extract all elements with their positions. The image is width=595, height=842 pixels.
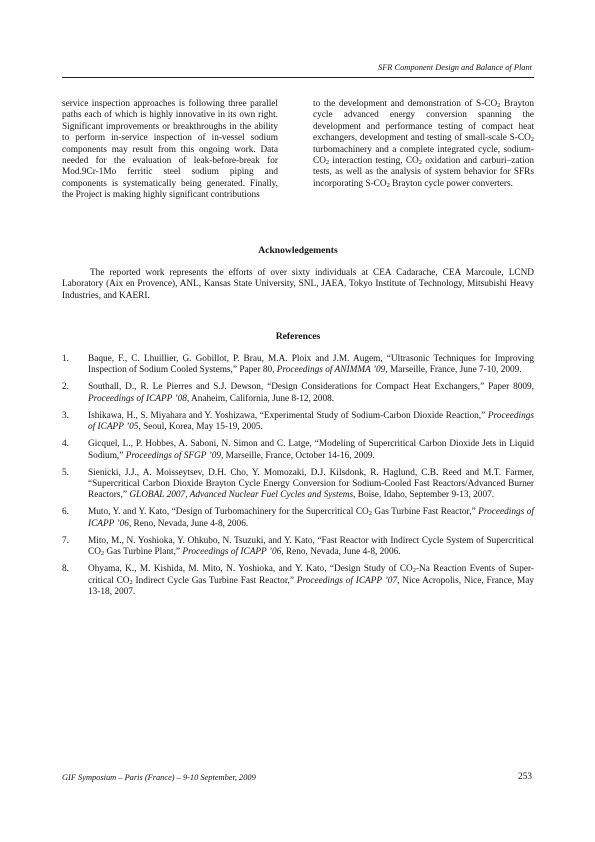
reference-tail: , Reno, Nevada, June 4-8, 2006. [128,518,249,529]
text-fragment: to the development and demonstration of S-CO [313,99,498,109]
subscript: 2 [100,550,105,558]
header-rule [62,77,534,78]
reference-source: Proceedings of ICAPP ’07, [296,575,400,586]
subscript: 2 [497,102,501,109]
reference-source: Proceedings of SFGP ’09, [125,450,224,461]
reference-text: Baque, F., C. Lhuillier, G. Gobillot, P. Brau, M.A. Ploix and J.M. Augem, “Ultrasonic Techniques for Improving Inspection of Sodium Cooled Systems,” Paper 80, [88,354,534,376]
reference-item [62,354,534,377]
reference-tail: , Reno, Nevada, June 4-8, 2006. [281,547,401,558]
running-head: SFR Component Design and Balance of Plant [378,63,532,72]
reference-source: Proceedings of ICAPP ’08 [88,393,187,404]
reference-tail: , Seoul, Korea, May 15-19, 2005. [138,422,263,433]
text-fragment: Brayton cycle power converters. [389,178,513,189]
references-heading: References [275,331,321,342]
reference-number: 8. [62,564,69,575]
reference-number: 5. [62,467,69,478]
text-fragment: interaction testing, CO [329,156,419,167]
reference-text: Mito, M., N. Yoshioka, Y. Ohkubo, N. Tsuzuki, and Y. Kato, “Fast Reactor with Indirect Cycle System of Supercritical CO [88,535,534,558]
reference-item [62,507,534,530]
subscript: 2 [418,159,422,167]
reference-source: Proceedings of ANIMMA ’09, [276,365,388,376]
text-fragment: turbomachinery and a complete integrated cycle, sodium-CO [313,144,534,167]
reference-text: Gas Turbine Plant,” [104,547,183,558]
reference-number: 2. [62,382,69,393]
reference-source: Proceedings of ICAPP ’06 [88,507,534,529]
reference-number: 3. [62,410,69,421]
reference-source: GLOBAL 2007, Advanced Nuclear Fuel Cycles and Systems [129,490,354,501]
body-column-right [313,99,534,190]
subscript: 2 [386,181,390,189]
subscript: 2 [325,159,330,167]
subscript: 2 [412,567,416,575]
reference-item [62,536,534,559]
reference-text: Sienicki, J.J., A. Moisseytsev, D.H. Cho, Y. Momozaki, D.J. Kilsdonk, R. Haglund, C.B. Reed and M.T. Farmer, “Supercritical Carbon Dioxide Brayton Cycle Energy Conversion for Sodium-Cooled Fast Reactors/Advanced Burner Reactors,” [88,467,534,501]
reference-source: Proceedings of ICAPP ’06 [182,547,282,558]
reference-item [62,439,534,462]
reference-tail: Nice Acropolis, Nice, France, May 13-18, 2007. [88,575,534,598]
reference-number: 6. [62,507,69,518]
reference-tail: Marseille, France, June 7-10, 2009. [387,365,522,376]
reference-tail: , Boise, Idaho, September 9-13, 2007. [353,490,495,501]
acknowledgements-heading: Acknowledgements [258,245,338,256]
reference-item [62,564,534,598]
reference-tail: Marseille, France, October 14-16, 2009. [223,450,375,461]
reference-number: 4. [62,439,69,450]
reference-text: Gas Turbine Fast Reactor,” [371,507,479,518]
reference-text: Indirect Cycle Gas Turbine Fast Reactor,” [132,575,297,586]
reference-number: 1. [62,354,69,364]
text-fragment: Brayton cycle advanced energy conversion spanning the development and performance testing of compact heat exchangers, development and testing of small-scale S-CO [313,99,534,144]
page-number: 253 [518,772,532,782]
reference-source: Proceedings of ICAPP ’05 [88,410,534,433]
reference-text: Ohyama, K., M. Kishida, M. Mito, N. Yoshioka, and Y. Kato, “Design Study of CO [88,564,413,575]
reference-item [62,468,534,502]
acknowledgements-text: The reported work represents the efforts of over sixty individuals at CEA Cadarache, CEA Marcoule, LCND Laboratory (Aix en Provence), ANL, Kansas State University, SNL, JAEA, Tokyo Institute of Technology, Mitsubishi Heavy Industries, and KAERI. [62,268,534,301]
subscript: 2 [129,578,133,586]
footer-conference: GIF Symposium – Paris (France) – 9-10 September, 2009 [62,773,256,782]
reference-text: Ishikawa, H., S. Miyahara and Y. Yoshizawa, “Experimental Study of Sodium-Carbon Dioxide Reaction,” [88,410,488,421]
reference-number: 7. [62,535,69,546]
reference-tail: , Anaheim, California, June 8-12, 2008. [186,393,335,404]
text-fragment: oxidation and carburi–zation tests, as well as the analysis of system behavior for SFRs incorporating S-CO [313,156,534,189]
reference-text: Muto, Y. and Y. Kato, “Design of Turbomachinery for the Supercritical CO [88,507,369,518]
subscript: 2 [368,510,372,518]
subscript: 2 [530,136,534,144]
body-column-left: service inspection approaches is following three parallel paths each of which is highly innovative in its own right. Significant improvements or breakthroughs in the ability to perform in-service inspection of in-vessel sodium components may result from this ongoing work. Data needed for the evaluation of leak-before-break for Mod.9Cr-1Mo ferritic steel sodium piping and components is systematically being generated. Finally, the Project is making highly significant contributions [62,99,278,201]
reference-text: Southall, D., R. Le Pierres and S.J. Dewson, “Design Considerations for Compact Heat Exchangers,” Paper 8009, [88,382,534,393]
reference-text: Gicquel, L., P. Hobbes, A. Saboni, N. Simon and C. Latge, “Modeling of Supercritical Carbon Dioxide Jets in Liquid Sodium,” [88,439,534,461]
reference-item [62,382,534,405]
references-list [62,354,534,604]
reference-item [62,411,534,434]
reference-text: -Na Reaction Events of Super-critical CO [88,564,534,586]
